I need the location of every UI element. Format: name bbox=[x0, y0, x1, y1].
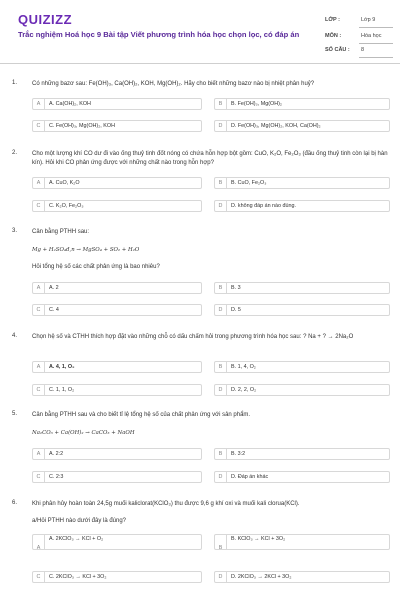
option-text: B. KClO₃ → KCl + 3O₂ bbox=[231, 536, 286, 542]
meta-value: Hóa học bbox=[361, 33, 382, 39]
document-header bbox=[0, 0, 400, 64]
question-text: Cho một lượng khí CO dư đi vào ống thuỷ tinh đốt nóng có chứa hỗn hợp bột gồm: CuO, K₂O, Fe₂O₃ (đầu ống thuỷ tinh còn lại bị hàn kín). Hỏi khi CO phản ứng được với những chất nào trong hỗn hợp? bbox=[32, 151, 388, 166]
meta-label: SỐ CÂU : bbox=[325, 47, 350, 53]
option-d[interactable] bbox=[214, 384, 390, 396]
option-a[interactable] bbox=[32, 448, 202, 460]
question-number: 4. bbox=[12, 333, 18, 339]
option-b[interactable] bbox=[214, 282, 390, 294]
question-subtext: Hỏi tổng hệ số các chất phản ứng là bao nhiêu? bbox=[32, 264, 160, 270]
question-text: Có những bazơ sau: Fe(OH)₃, Ca(OH)₂, KOH, Mg(OH)₂. Hãy cho biết những bazơ nào bị nhiệt phân huỷ? bbox=[32, 81, 315, 87]
meta-class bbox=[325, 14, 393, 28]
question-text: Khi phân hủy hoàn toàn 24,5g muối kaliclorat(KClO₃) thu được 9,6 g khí oxi và muối kali clorua(KCl). bbox=[32, 501, 300, 507]
option-letter: B bbox=[215, 362, 227, 372]
option-letter: D bbox=[215, 385, 227, 395]
option-c[interactable] bbox=[32, 120, 202, 132]
option-letter: C bbox=[33, 385, 45, 395]
option-c[interactable] bbox=[32, 571, 202, 583]
option-text: C. Fe(OH)₃, Mg(OH)₂, KOH bbox=[49, 123, 115, 129]
option-d[interactable] bbox=[214, 304, 390, 316]
option-letter: C bbox=[33, 472, 45, 482]
question-number: 6. bbox=[12, 500, 18, 506]
option-a[interactable] bbox=[32, 534, 202, 550]
option-letter: A bbox=[33, 283, 45, 293]
option-text: D. 5 bbox=[231, 307, 241, 313]
question-number: 5. bbox=[12, 411, 18, 417]
option-a[interactable] bbox=[32, 361, 202, 373]
equation: Mg + H₂SO₄đ,n → MgSO₄ + SO₂ + H₂O bbox=[32, 247, 140, 253]
option-c[interactable] bbox=[32, 200, 202, 212]
option-text: C. K₂O, Fe₂O₃ bbox=[49, 203, 84, 209]
option-text: B. 3:2 bbox=[231, 451, 246, 457]
option-c[interactable] bbox=[32, 384, 202, 396]
option-letter: A bbox=[33, 99, 45, 109]
option-text: D. 2KClO₃ → 2KCl + 3O₂ bbox=[231, 574, 292, 580]
question-subtext: a/Hỏi PTHH nào dưới đây là đúng? bbox=[32, 518, 127, 524]
question-number: 2. bbox=[12, 150, 18, 156]
option-b[interactable] bbox=[214, 534, 390, 550]
equation: Na₂CO₃ + Ca(OH)₂ → CaCO₃ + NaOH bbox=[32, 430, 135, 436]
meta-subject bbox=[325, 30, 393, 44]
option-d[interactable] bbox=[214, 571, 390, 583]
option-text: A. 2KClO₃ → KCl + O₂ bbox=[49, 536, 104, 542]
option-b[interactable] bbox=[214, 98, 390, 110]
option-d[interactable] bbox=[214, 471, 390, 483]
option-text: A. Ca(OH)₂, KOH bbox=[49, 101, 91, 107]
option-c[interactable] bbox=[32, 471, 202, 483]
option-letter: A bbox=[33, 535, 45, 549]
option-text: C. 2:3 bbox=[49, 474, 64, 480]
option-letter: D bbox=[215, 305, 227, 315]
option-letter: B bbox=[215, 99, 227, 109]
meta-underline bbox=[359, 57, 393, 58]
option-letter: B bbox=[215, 535, 227, 549]
option-letter: C bbox=[33, 201, 45, 211]
option-letter: D bbox=[215, 572, 227, 582]
option-d[interactable] bbox=[214, 200, 390, 212]
option-b[interactable] bbox=[214, 177, 390, 189]
option-letter: C bbox=[33, 572, 45, 582]
meta-value: Lớp 9 bbox=[361, 17, 376, 23]
option-letter: D bbox=[215, 472, 227, 482]
option-text: C. 4 bbox=[49, 307, 59, 313]
option-text: B. 1, 4, O₂ bbox=[231, 364, 256, 370]
meta-label: MÔN : bbox=[325, 33, 342, 39]
question-text: Cân bằng PTHH sau: bbox=[32, 229, 90, 235]
option-text: A. 2 bbox=[49, 285, 59, 291]
option-text: D. Fe(OH)₃, Mg(OH)₂, KOH, Ca(OH)₂ bbox=[231, 123, 321, 129]
option-text: D. Đáp án khác bbox=[231, 474, 269, 480]
option-b[interactable] bbox=[214, 448, 390, 460]
option-letter: B bbox=[215, 283, 227, 293]
question-text: Chọn hệ số và CTHH thích hợp đặt vào những chỗ có dấu chấm hỏi trong phương trình hóa học sau: ? Na + ? → 2Na₂O bbox=[32, 334, 354, 340]
quizizz-logo: QUIZIZZ bbox=[18, 12, 73, 27]
option-text: A. 4, 1, O₂ bbox=[49, 364, 75, 370]
question-number: 3. bbox=[12, 228, 18, 234]
option-text: B. 3 bbox=[231, 285, 241, 291]
option-letter: A bbox=[33, 178, 45, 188]
option-text: C. 1, 1, O₂ bbox=[49, 387, 75, 393]
option-a[interactable] bbox=[32, 282, 202, 294]
option-b[interactable] bbox=[214, 361, 390, 373]
option-text: C. 2KClO₃ → KCl + 3O₂ bbox=[49, 574, 107, 580]
option-letter: C bbox=[33, 305, 45, 315]
option-text: A. 2:2 bbox=[49, 451, 64, 457]
question-number: 1. bbox=[12, 80, 18, 86]
meta-label: LỚP : bbox=[325, 17, 340, 23]
option-text: A. CuO, K₂O bbox=[49, 180, 80, 186]
option-letter: D bbox=[215, 121, 227, 131]
option-d[interactable] bbox=[214, 120, 390, 132]
option-letter: C bbox=[33, 121, 45, 131]
option-a[interactable] bbox=[32, 98, 202, 110]
option-letter: B bbox=[215, 449, 227, 459]
option-c[interactable] bbox=[32, 304, 202, 316]
meta-question-count bbox=[325, 44, 393, 58]
option-letter: A bbox=[33, 449, 45, 459]
option-text: D. không đáp án nào đúng. bbox=[231, 203, 297, 209]
option-text: B. Fe(OH)₃, Mg(OH)₂ bbox=[231, 101, 283, 107]
meta-underline bbox=[359, 27, 393, 28]
option-text: B. CuO, Fe₂O₃ bbox=[231, 180, 267, 186]
option-letter: B bbox=[215, 178, 227, 188]
meta-value: 8 bbox=[361, 47, 365, 53]
option-letter: D bbox=[215, 201, 227, 211]
question-text: Cân bằng PTHH sau và cho biết tỉ lệ tổng hệ số của chất phản ứng với sản phẩm. bbox=[32, 412, 251, 418]
option-a[interactable] bbox=[32, 177, 202, 189]
option-letter: A bbox=[33, 362, 45, 372]
option-text: D. 2, 2, O₂ bbox=[231, 387, 257, 393]
page-title: Trắc nghiệm Hoá học 9 Bài tập Viết phương trình hóa học chọn lọc, có đáp án bbox=[18, 30, 300, 39]
